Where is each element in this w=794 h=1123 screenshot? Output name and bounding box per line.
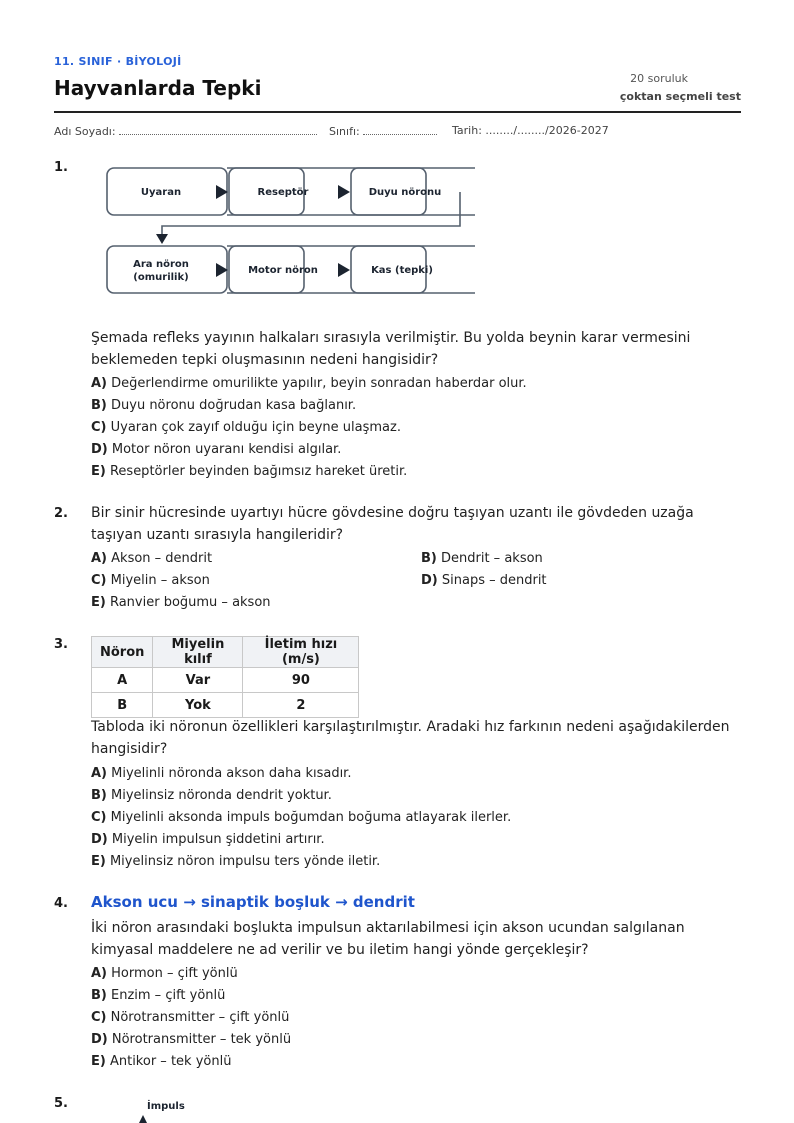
q2-option-d[interactable]: D) Sinaps – dendrit [421,573,547,588]
table-header: Nöron [92,637,153,668]
question-5-number: 5. [54,1096,68,1111]
class-blank [363,124,437,135]
arrow-head-icon [338,185,350,199]
arrow-up-icon [137,1114,149,1123]
q3-option-a[interactable]: A) Miyelinli nöronda akson daha kısadır. [91,766,352,781]
arrow-down-icon [156,234,168,244]
question-4-heading: Akson ucu → sinaptik boşluk → dendrit [91,893,415,911]
question-2-number: 2. [54,506,68,521]
q1-option-d[interactable]: D) Motor nöron uyaranı kendisi algılar. [91,442,342,457]
date-field: Tarih: ......../......../2026-2027 [452,124,609,137]
q4-option-c[interactable]: C) Nörotransmitter – çift yönlü [91,1010,290,1025]
q4-option-d[interactable]: D) Nörotransmitter – tek yönlü [91,1032,292,1047]
flow-label-interneuron-sub: (omurilik) [133,272,189,283]
table-row [92,693,359,718]
table-cell: A [92,668,153,693]
table-cell: Yok [153,693,243,718]
page-title: Hayvanlarda Tepki [54,76,262,100]
question-1-text: Şemada refleks yayının halkaları sırasıyla verilmiştir. Bu yolda beynin karar vermesini beklemeden tepki oluşmasının nedeni hangisidir? [91,330,691,368]
flow-label-stimulus: Uyaran [140,187,182,198]
flow-label-muscle: Kas (tepki) [371,265,433,276]
q4-option-b[interactable]: B) Enzim – çift yönlü [91,988,226,1003]
flow-label-receptor: Reseptör [257,187,309,198]
q2-option-e[interactable]: E) Ranvier boğumu – akson [91,595,271,610]
flow-label-motor-neuron: Motor nöron [248,265,318,276]
table-header-row [92,637,359,668]
q3-option-c[interactable]: C) Miyelinli aksonda impuls boğumdan boğuma atlayarak ilerler. [91,810,512,825]
q2-option-c[interactable]: C) Miyelin – akson [91,573,210,588]
arrow-head-icon [338,263,350,277]
test-type: çoktan seçmeli test [619,90,741,103]
question-3-number: 3. [54,637,68,652]
neuron-table [91,636,359,718]
q4-option-a[interactable]: A) Hormon – çift yönlü [91,966,238,981]
class-field [329,124,437,138]
table-header: Miyelin kılıf [153,637,243,668]
question-3-text: Tabloda iki nöronun özellikleri karşılaştırılmıştır. Aradaki hız farkının nedeni aşağıdakilerden hangisidir? [91,719,730,757]
q1-option-c[interactable]: C) Uyaran çok zayıf olduğu için beyne ulaşmaz. [91,420,401,435]
class-label: Sınıfı: [329,125,360,138]
flow-label-sensory-neuron: Duyu nöronu [368,187,442,198]
table-cell: Var [153,668,243,693]
table-cell: 90 [243,668,359,693]
header-rule [54,111,741,113]
question-1-number: 1. [54,160,68,175]
q1-option-a[interactable]: A) Değerlendirme omurilikte yapılır, beyin sonradan haberdar olur. [91,376,527,391]
name-blank [119,124,317,135]
reflex-arc-diagram [100,160,480,300]
question-4-number: 4. [54,896,68,911]
subject-label: 11. SINIF · BİYOLOJİ [54,55,182,68]
table-header: İletim hızı (m/s) [243,637,359,668]
q3-option-e[interactable]: E) Miyelinsiz nöron impulsu ters yönde iletir. [91,854,381,869]
q3-option-b[interactable]: B) Miyelinsiz nöronda dendrit yoktur. [91,788,332,803]
q3-option-d[interactable]: D) Miyelin impulsun şiddetini artırır. [91,832,325,847]
q1-option-b[interactable]: B) Duyu nöronu doğrudan kasa bağlanır. [91,398,357,413]
impulse-label: İmpuls [147,1101,185,1112]
question-2-text: Bir sinir hücresinde uyartıyı hücre gövdesine doğru taşıyan uzantı ile gövdeden uzağa taşıyan uzantı sırasıyla hangileridir? [91,505,694,543]
question-4-text: İki nöron arasındaki boşlukta impulsun aktarılabilmesi için akson ucundan salgılanan kimyasal maddelere ne ad verilir ve bu iletim hangi yönde gerçekleşir? [91,920,685,958]
q4-option-e[interactable]: E) Antikor – tek yönlü [91,1054,232,1069]
table-row [92,668,359,693]
table-cell: B [92,693,153,718]
q2-option-a[interactable]: A) Akson – dendrit [91,551,213,566]
flow-label-interneuron: Ara nöron [133,259,189,270]
question-count: 20 soruluk [630,72,688,85]
table-cell: 2 [243,693,359,718]
name-field [54,124,317,138]
name-label: Adı Soyadı: [54,125,116,138]
q2-option-b[interactable]: B) Dendrit – akson [421,551,543,566]
q1-option-e[interactable]: E) Reseptörler beyinden bağımsız hareket üretir. [91,464,408,479]
